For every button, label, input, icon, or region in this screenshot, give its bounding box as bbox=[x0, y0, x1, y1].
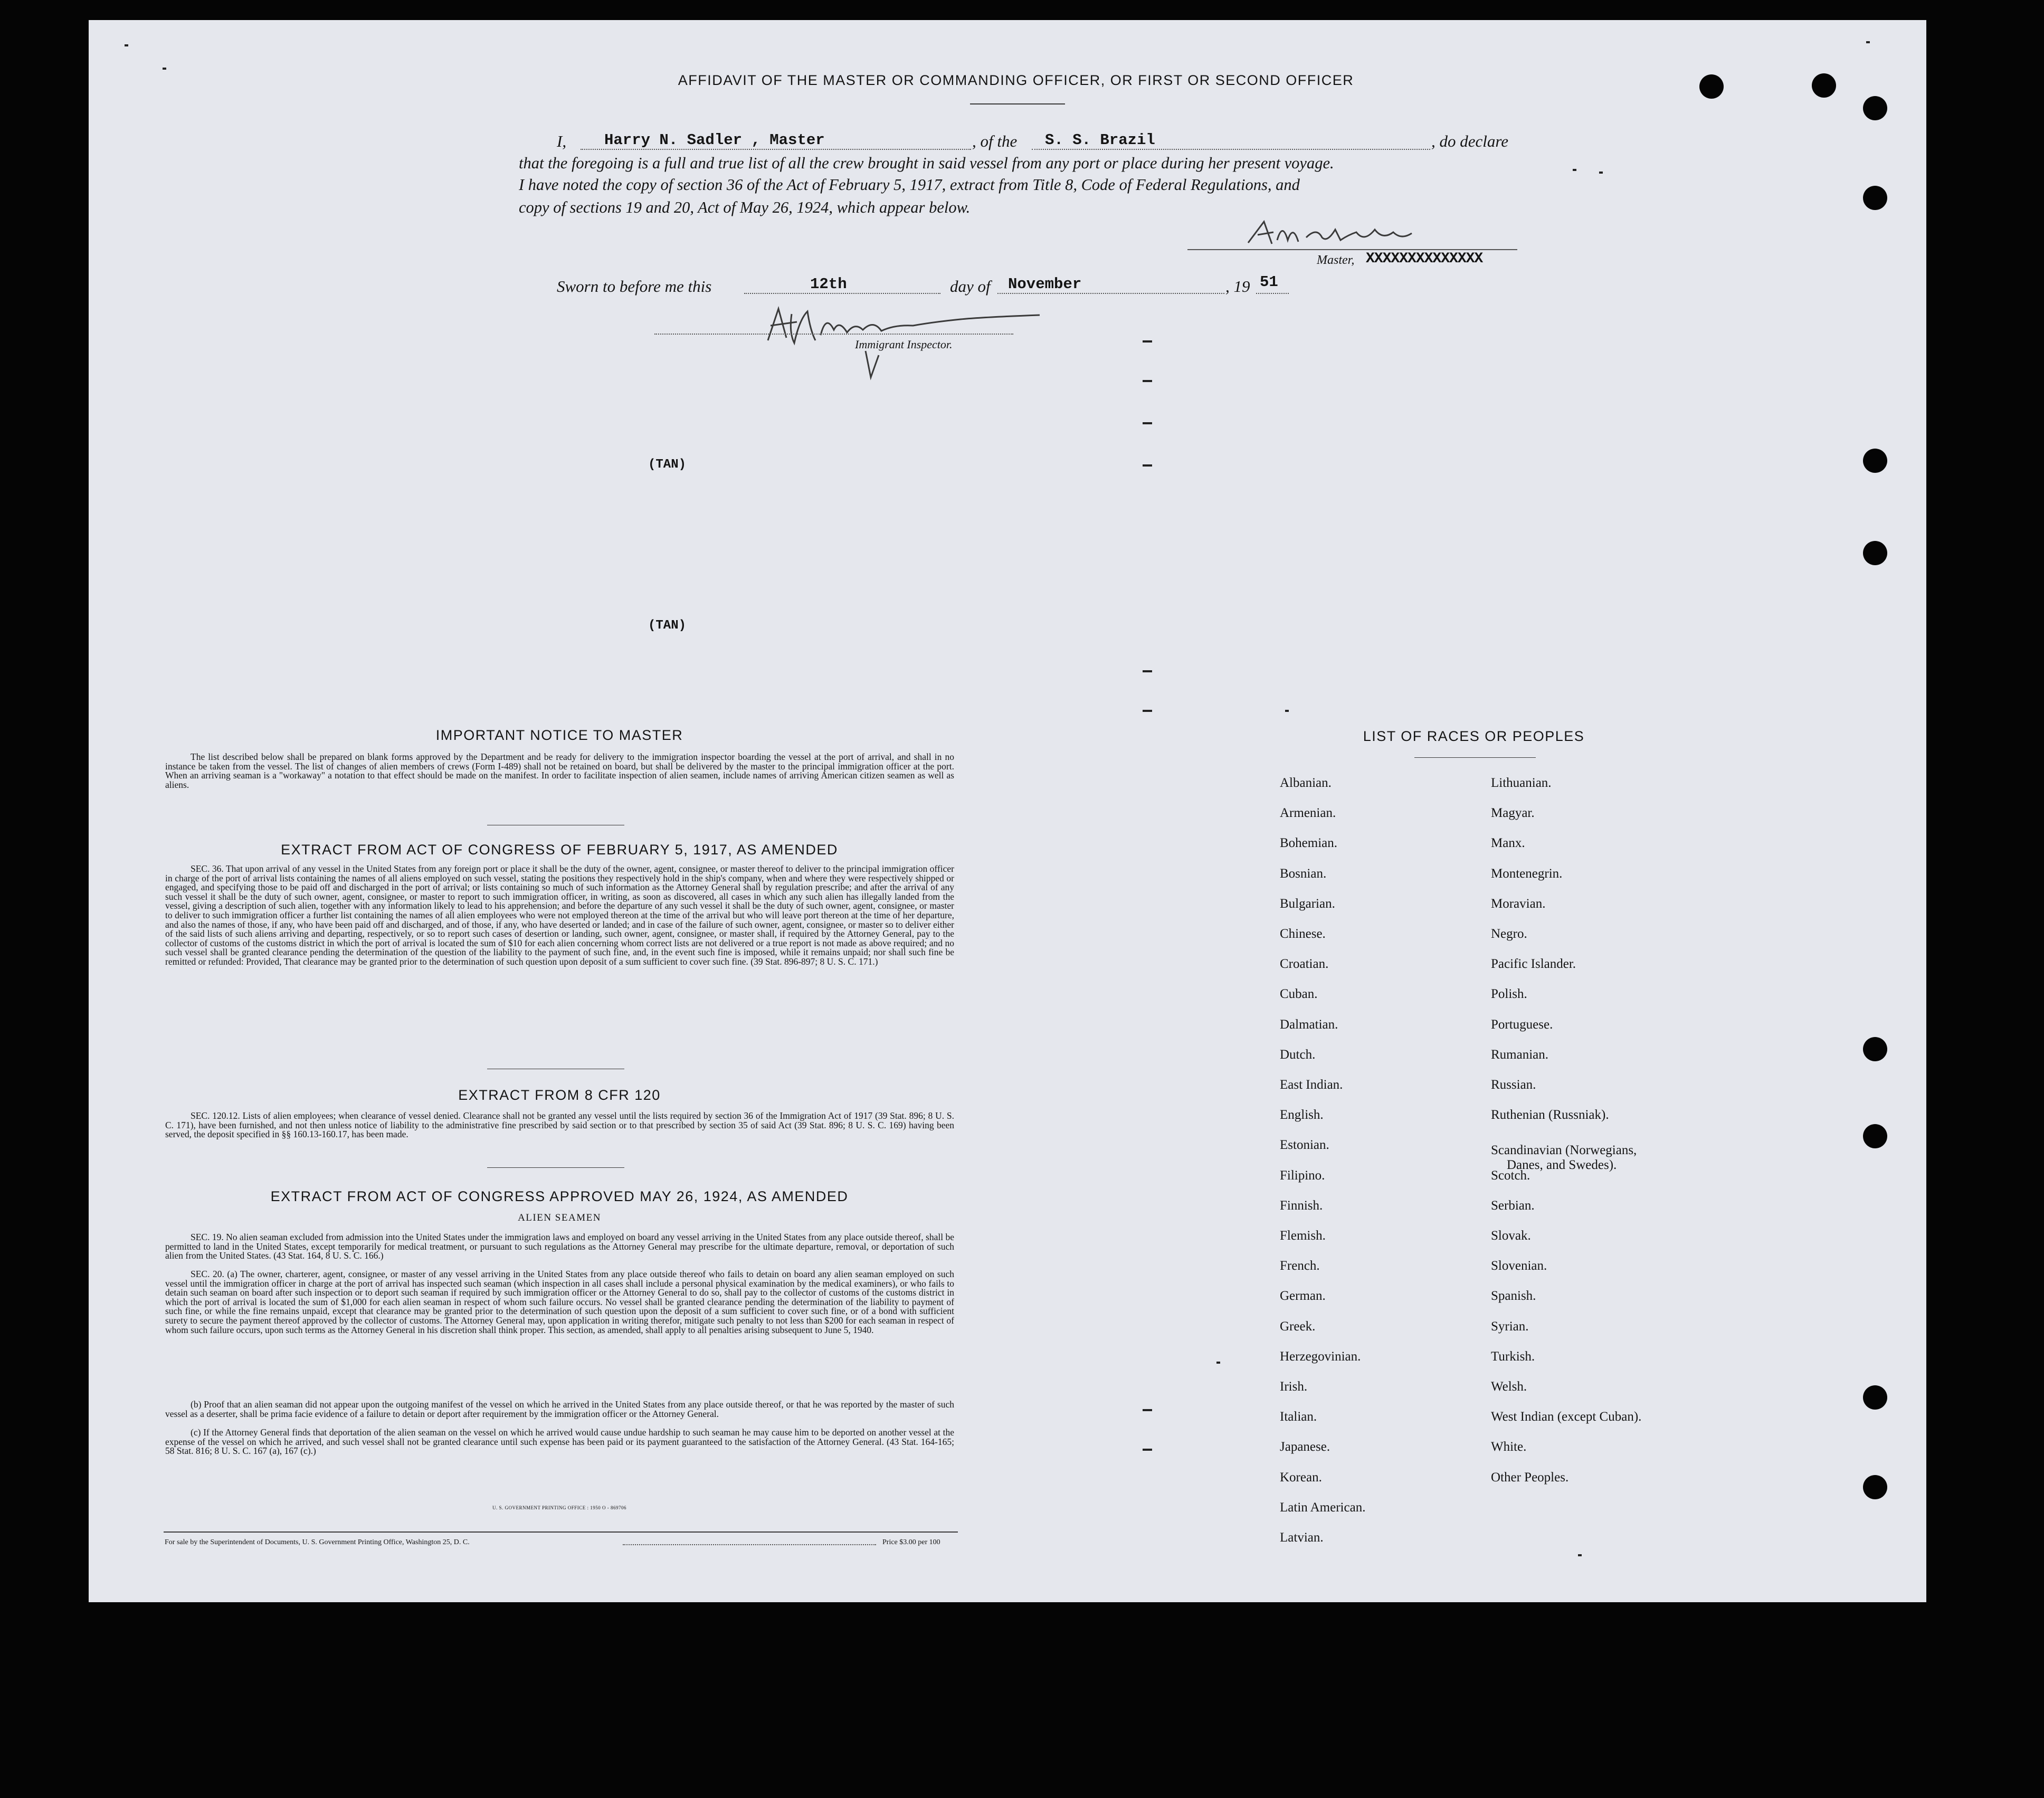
race-list-item: Welsh. bbox=[1491, 1380, 1527, 1394]
do-declare-label: , do declare bbox=[1431, 132, 1509, 150]
race-list-item: Spanish. bbox=[1491, 1289, 1536, 1304]
race-list-item: Manx. bbox=[1491, 836, 1525, 851]
i-label: I, bbox=[557, 132, 567, 150]
race-list-item: Bohemian. bbox=[1280, 836, 1338, 851]
extract-cfr-rule bbox=[487, 1167, 624, 1168]
race-list-item: Dalmatian. bbox=[1280, 1017, 1338, 1032]
scan-speck bbox=[1143, 670, 1152, 672]
race-list-item: English. bbox=[1280, 1108, 1324, 1122]
race-list-item: Filipino. bbox=[1280, 1168, 1325, 1183]
master-signature bbox=[1243, 211, 1454, 253]
race-list-item: Other Peoples. bbox=[1491, 1470, 1569, 1485]
race-list-item: Russian. bbox=[1491, 1078, 1536, 1092]
punch-hole bbox=[1863, 1385, 1887, 1410]
footer-dot-leader bbox=[623, 1544, 876, 1545]
race-list-item: Cuban. bbox=[1280, 987, 1318, 1002]
punch-hole bbox=[1863, 186, 1887, 210]
name-fill-line bbox=[581, 149, 971, 150]
sworn-month-value: November bbox=[1008, 275, 1082, 293]
punch-hole bbox=[1812, 73, 1836, 98]
race-list-item: Portuguese. bbox=[1491, 1017, 1553, 1032]
inspector-label: Immigrant Inspector. bbox=[855, 338, 953, 351]
race-list-item: Greek. bbox=[1280, 1319, 1316, 1334]
day-of-label: day of bbox=[950, 277, 991, 296]
race-list-item: Turkish. bbox=[1491, 1349, 1535, 1364]
extract-1924-sec20a: SEC. 20. (a) The owner, charterer, agent, consignee, or master of any vessel arriving in the United States from any place outside thereof who fails to detain on board any alien seaman employed on such vessel until the immigration officer in charge at the port of arrival has inspected such seaman (which inspection in all cases shall include a personal physical examination by the medical examiners), or who fails to detain such seaman on board after such inspection or to deport such seaman if required by such immigration officer or the Attorney General to do so, shall pay to the collector of customs of the customs district in which the port of arrival is located the sum of $1,000 for each alien seaman in respect of whom such failure occurs. No vessel shall be granted clearance pending the determination of the liability to payment of such fine, or while the fine remains unpaid, except that clearance may be granted prior to the determination of such question upon the deposit of a sum sufficient to cover such fine, or of a bond with sufficient surety to secure the payment thereof approved by the collector of customs. The Attorney General may, upon application in writing therefor, mitigate such penalty to not less than $200 for each seaman in respect of whom such failure occurs, upon such terms as the Attorney General in his discretion shall think proper. This section, as amended, shall apply to all penalties arising subsequent to June 5, 1940. bbox=[165, 1269, 954, 1335]
inspector-signature-line bbox=[654, 334, 1013, 335]
scan-speck bbox=[163, 68, 166, 70]
race-list-item: Pacific Islander. bbox=[1491, 957, 1576, 972]
sworn-label: Sworn to before me this bbox=[557, 277, 712, 296]
punch-hole bbox=[1699, 74, 1724, 99]
race-list-item: Slovenian. bbox=[1491, 1259, 1547, 1273]
vessel-fill-line bbox=[1032, 149, 1430, 150]
scan-speck bbox=[1285, 710, 1289, 712]
sworn-day-value: 12th bbox=[810, 275, 847, 293]
scan-speck bbox=[1573, 169, 1576, 171]
race-list-item: Latvian. bbox=[1280, 1530, 1324, 1545]
extract-1924-sec19: SEC. 19. No alien seaman excluded from admission into the United States under the immigration laws and employed on board any vessel arriving in the United States from any place outside thereof, shall be permitted to land in the United States, except temporarily for medical treatment, or pursuant to such regulations as the Attorney General may prescribe for the ultimate departure, removal, or deportation of such alien from the United States. (43 Stat. 164, 8 U. S. C. 166.) bbox=[165, 1232, 954, 1261]
year-fill-line bbox=[1256, 293, 1289, 294]
tan-stamp-1: (TAN) bbox=[648, 458, 687, 472]
punch-hole bbox=[1863, 449, 1887, 473]
scan-speck bbox=[1143, 340, 1152, 343]
punch-hole bbox=[1863, 541, 1887, 565]
race-list-item: Magyar. bbox=[1491, 806, 1535, 821]
race-list-item: Japanese. bbox=[1280, 1440, 1330, 1454]
race-list-item: Croatian. bbox=[1280, 957, 1329, 972]
races-title: LIST OF RACES OR PEOPLES bbox=[1363, 728, 1585, 744]
notice-title: IMPORTANT NOTICE TO MASTER bbox=[435, 727, 683, 743]
master-label: Master, bbox=[1317, 253, 1355, 267]
race-list-item: Italian. bbox=[1280, 1410, 1317, 1424]
declaration-line-2: that the foregoing is a full and true list of all the crew brought in said vessel from any port or place during her present voyage. bbox=[519, 154, 1334, 172]
scan-speck bbox=[1143, 422, 1152, 424]
master-signature-line bbox=[1187, 249, 1517, 250]
race-list-item: Polish. bbox=[1491, 987, 1527, 1002]
scan-speck bbox=[1143, 1449, 1152, 1451]
race-list-item: Chinese. bbox=[1280, 927, 1326, 941]
for-sale-note: For sale by the Superintendent of Documents, U. S. Government Printing Office, Washington 25, D. C. bbox=[165, 1538, 470, 1546]
race-list-item: Albanian. bbox=[1280, 776, 1332, 790]
race-list-item: Bosnian. bbox=[1280, 866, 1327, 881]
extract-cfr-body: SEC. 120.12. Lists of alien employees; when clearance of vessel denied. Clearance shall not be granted any vessel until the lists required by section 36 of the Immigration Act of 1917 (39 Stat. 896; 8 U. S. C. 171), have been furnished, and not then unless notice of liability to the administrative fine prescribed by said section or to that prescribed by section 35 of said Act (39 Stat. 896; 8 U. S. C. 169) having been served, the deposit specified in §§ 160.13-160.17, has been made. bbox=[165, 1110, 954, 1140]
vessel-name-value: S. S. Brazil bbox=[1045, 131, 1155, 149]
extract-1924-sec20b: (b) Proof that an alien seaman did not appear upon the outgoing manifest of the vessel on which he arrived in the United States from any place outside thereof, or that he was reported by the master of such vessel as a deserter, shall be prima facie evidence of a failure to detain or deport after requirement by the immigration officer or the Attorney General. bbox=[165, 1399, 954, 1419]
affidavit-title: AFFIDAVIT OF THE MASTER OR COMMANDING OFFICER, OR FIRST OR SECOND OFFICER bbox=[678, 72, 1354, 88]
declaration-line-4: copy of sections 19 and 20, Act of May 26, 1924, which appear below. bbox=[519, 198, 971, 216]
punch-hole bbox=[1863, 1037, 1887, 1061]
race-list-item: Korean. bbox=[1280, 1470, 1322, 1485]
title-rule bbox=[970, 103, 1065, 104]
master-struck-text: XXXXXXXXXXXXXX bbox=[1366, 251, 1483, 267]
race-list-item: White. bbox=[1491, 1440, 1527, 1454]
race-list-item: Estonian. bbox=[1280, 1138, 1329, 1153]
races-title-rule bbox=[1414, 757, 1536, 758]
punch-hole bbox=[1863, 1475, 1887, 1499]
race-list-item: Finnish. bbox=[1280, 1198, 1323, 1213]
year-prefix: , 19 bbox=[1225, 277, 1250, 296]
race-list-item: Slovak. bbox=[1491, 1229, 1531, 1243]
alien-seamen-subtitle: ALIEN SEAMEN bbox=[518, 1212, 601, 1223]
race-list-item: French. bbox=[1280, 1259, 1320, 1273]
notice-body: The list described below shall be prepared on blank forms approved by the Department and be ready for delivery to the immigration inspector boarding the vessel at the port of arrival, and shall in no instance be taken from the vessel. The list of changes of alien members of crews (Form I-489) shall not be retained on board, but shall be delivered by the master to the principal immigration officer at the port. When an arriving seaman is a "workaway" a notation to that effect should be made on the manifest. In order to facilitate inspection of alien seamen, include names of arriving American citizen seamen as well as aliens. bbox=[165, 751, 954, 790]
extract-cfr-title: EXTRACT FROM 8 CFR 120 bbox=[458, 1087, 661, 1103]
price-note: Price $3.00 per 100 bbox=[882, 1538, 940, 1546]
scan-speck bbox=[1866, 41, 1870, 43]
race-list-item: Moravian. bbox=[1491, 896, 1546, 911]
scan-speck bbox=[1599, 172, 1603, 174]
race-list-item: Scotch. bbox=[1491, 1168, 1530, 1183]
race-list-item: Syrian. bbox=[1491, 1319, 1529, 1334]
of-the-label: , of the bbox=[972, 132, 1018, 150]
race-list-item: Lithuanian. bbox=[1491, 776, 1552, 790]
race-list-item: East Indian. bbox=[1280, 1078, 1343, 1092]
race-list-item: Dutch. bbox=[1280, 1047, 1316, 1062]
declaration-line-3: I have noted the copy of section 36 of the Act of February 5, 1917, extract from Title 8, Code of Federal Regulations, and bbox=[519, 176, 1300, 194]
extract-1924-title: EXTRACT FROM ACT OF CONGRESS APPROVED MAY 26, 1924, AS AMENDED bbox=[270, 1188, 849, 1204]
race-list-item: Herzegovinian. bbox=[1280, 1349, 1361, 1364]
race-list-item: Flemish. bbox=[1280, 1229, 1326, 1243]
race-list-item: Armenian. bbox=[1280, 806, 1336, 821]
extract-1924-sec20c: (c) If the Attorney General finds that deportation of the alien seaman on the vessel on which he arrived would cause undue hardship to such seaman he may cause him to be deported on another vessel at the expense of the vessel on which he arrived, and such vessel shall not be granted clearance until such expense has been paid or its payment guaranteed to the satisfaction of the Attorney General. (43 Stat. 164-165; 58 Stat. 816; 8 U. S. C. 167 (a), 167 (c).) bbox=[165, 1427, 954, 1457]
scan-speck bbox=[1143, 380, 1152, 382]
scan-speck bbox=[1143, 464, 1152, 467]
scan-speck bbox=[1578, 1554, 1582, 1556]
race-list-item: Scandinavian (Norwegians, bbox=[1491, 1143, 1637, 1158]
punch-hole bbox=[1863, 96, 1887, 120]
document-page bbox=[89, 20, 1926, 1602]
race-list-item: Rumanian. bbox=[1491, 1047, 1549, 1062]
footer-rule bbox=[164, 1531, 958, 1533]
scan-speck bbox=[1143, 710, 1152, 712]
extract-1917-title: EXTRACT FROM ACT OF CONGRESS OF FEBRUARY 5, 1917, AS AMENDED bbox=[281, 842, 838, 858]
race-list-item: Serbian. bbox=[1491, 1198, 1535, 1213]
race-list-item: Irish. bbox=[1280, 1380, 1308, 1394]
master-name-value: Harry N. Sadler , Master bbox=[604, 131, 825, 149]
race-list-item: Montenegrin. bbox=[1491, 866, 1563, 881]
race-list-item: Danes, and Swedes). bbox=[1507, 1158, 1617, 1173]
scan-speck bbox=[125, 44, 128, 46]
race-list-item: Latin American. bbox=[1280, 1500, 1366, 1515]
tan-stamp-2: (TAN) bbox=[648, 619, 687, 633]
scan-speck bbox=[1143, 1409, 1152, 1411]
scan-speck bbox=[1216, 1362, 1220, 1364]
race-list-item: German. bbox=[1280, 1289, 1326, 1304]
race-list-item: Negro. bbox=[1491, 927, 1527, 941]
printing-office-note: U. S. GOVERNMENT PRINTING OFFICE : 1950 O - 869706 bbox=[492, 1505, 627, 1510]
extract-1917-body: SEC. 36. That upon arrival of any vessel in the United States from any foreign port or place it shall be the duty of the owner, agent, consignee, or master thereof to deliver to the principal immigration officer in charge of the port of arrival lists containing the names of all aliens employed on such vessel, stating the positions they respectively hold in the ship's company, when and where they were respectively shipped or engaged, and specifying those to be paid off and discharged in the port of arrival; or lists containing so much of such information as the Attorney General shall by regulation prescribe; and after the arrival of any such vessel it shall be the duty of such owner, agent, consignee, or master to report to such immigration officer, in writing, as soon as discovered, all cases in which any such alien has illegally landed from the vessel, giving a description of such alien, together with any information likely to lead to his apprehension; and before the departure of any such vessel it shall be the duty of such owner, agent, consignee, or master to deliver to such immigration officer a further list containing the names of all alien employees who were not employed thereon at the time of the arrival but who will leave port thereon at the time of her departure, and also the names of those, if any, who have been paid off and discharged, and of those, if any, who have deserted or landed; and in case of the failure of such owner, agent, consignee, or master so to deliver either of the said lists of such aliens arriving and departing, respectively, or so to report such cases of desertion or landing, such owner, agent, consignee, or master shall, if required by the Attorney General, pay to the collector of customs of the customs district in which the port of arrival is located the sum of $10 for each alien concerning whom correct lists are not delivered or a true report is not made as above required; and no such vessel shall be granted clearance pending the determination of the question of the liability to the payment of such fine, and, in the event such fine is imposed, while it remains unpaid; nor shall such fine be remitted or refunded: Provided, That clearance may be granted prior to the determination of such question upon deposit of a sum sufficient to cover such fine. (39 Stat. 896-897; 8 U. S. C. 171.) bbox=[165, 863, 954, 967]
race-list-item: West Indian (except Cuban). bbox=[1491, 1410, 1642, 1424]
sworn-year-value: 51 bbox=[1260, 273, 1278, 291]
race-list-item: Bulgarian. bbox=[1280, 896, 1335, 911]
punch-hole bbox=[1863, 1124, 1887, 1148]
race-list-item: Ruthenian (Russniak). bbox=[1491, 1108, 1609, 1122]
